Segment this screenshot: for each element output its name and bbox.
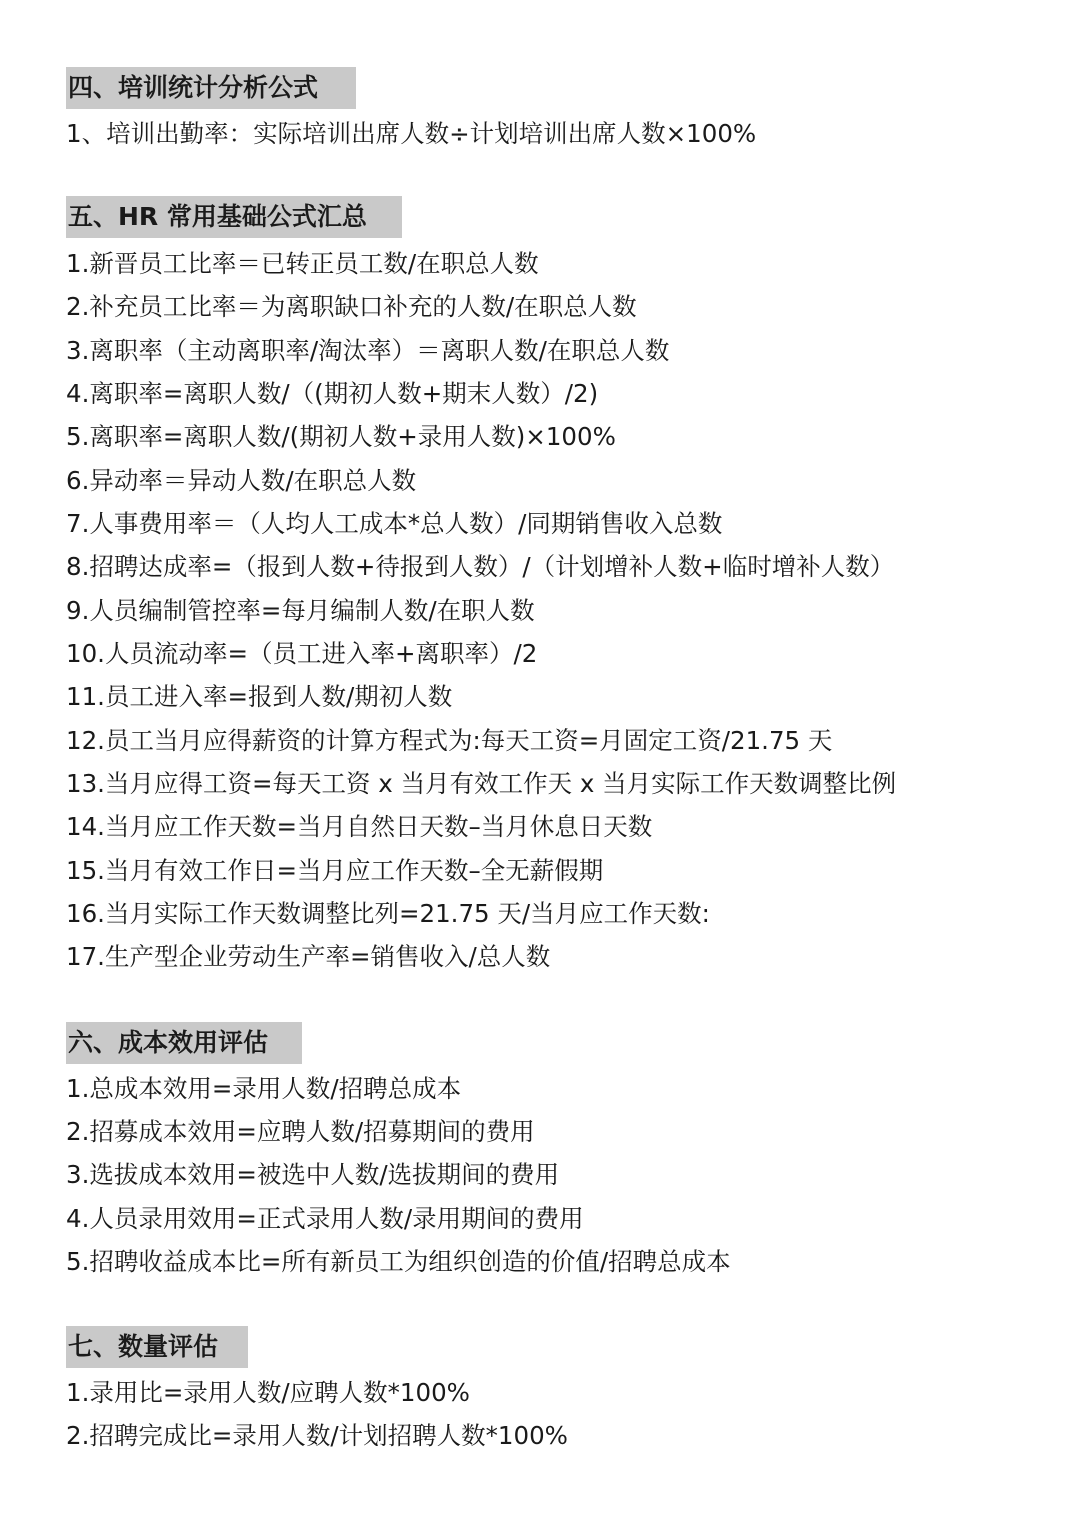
formula-line: 2.补充员工比率＝为离职缺口补充的人数/在职总人数 [66,292,637,321]
formula-line: 1.新晋员工比率＝已转正员工数/在职总人数 [66,249,539,278]
formula-line: 2.招募成本效用=应聘人数/招募期间的费用 [66,1117,535,1146]
formula-line: 11.员工进入率=报到人数/期初人数 [66,682,453,711]
formula-line: 14.当月应工作天数=当月自然日天数–当月休息日天数 [66,812,653,841]
formula-line: 15.当月有效工作日=当月应工作天数–全无薪假期 [66,856,604,885]
formula-line: 7.人事费用率＝（人均人工成本*总人数）/同期销售收入总数 [66,509,723,538]
formula-line: 17.生产型企业劳动生产率=销售收入/总人数 [66,942,551,971]
formula-line: 13.当月应得工资=每天工资 x 当月有效工作天 x 当月实际工作天数调整比例 [66,769,897,798]
formula-line: 4.离职率=离职人数/（(期初人数+期末人数）/2) [66,379,599,408]
formula-line: 9.人员编制管控率=每月编制人数/在职人数 [66,596,535,625]
formula-line: 3.离职率（主动离职率/淘汰率）＝离职人数/在职总人数 [66,336,670,365]
formula-line: 12.员工当月应得薪资的计算方程式为:每天工资=月固定工资/21.75 天 [66,726,833,755]
formula-line: 1、培训出勤率：实际培训出席人数÷计划培训出席人数×100% [66,119,757,148]
formula-line: 16.当月实际工作天数调整比列=21.75 天/当月应工作天数: [66,899,710,928]
formula-line: 1.总成本效用=录用人数/招聘总成本 [66,1074,462,1103]
section-heading-quantity: 七、数量评估 [66,1326,248,1368]
formula-line: 10.人员流动率=（员工进入率+离职率）/2 [66,639,538,668]
section-heading-training: 四、培训统计分析公式 [66,67,356,109]
formula-line: 5.招聘收益成本比=所有新员工为组织创造的价值/招聘总成本 [66,1247,731,1276]
formula-line: 5.离职率=离职人数/(期初人数+录用人数)×100% [66,422,616,451]
formula-line: 3.选拔成本效用=被选中人数/选拔期间的费用 [66,1160,560,1189]
formula-line: 2.招聘完成比=录用人数/计划招聘人数*100% [66,1421,568,1450]
section-heading-hr-formulas: 五、HR 常用基础公式汇总 [66,196,402,238]
section-heading-cost-utility: 六、成本效用评估 [66,1022,302,1064]
formula-line: 4.人员录用效用=正式录用人数/录用期间的费用 [66,1204,584,1233]
formula-line: 6.异动率＝异动人数/在职总人数 [66,466,417,495]
formula-line: 8.招聘达成率=（报到人数+待报到人数）/（计划增补人数+临时增补人数） [66,552,895,581]
formula-line: 1.录用比=录用人数/应聘人数*100% [66,1378,470,1407]
